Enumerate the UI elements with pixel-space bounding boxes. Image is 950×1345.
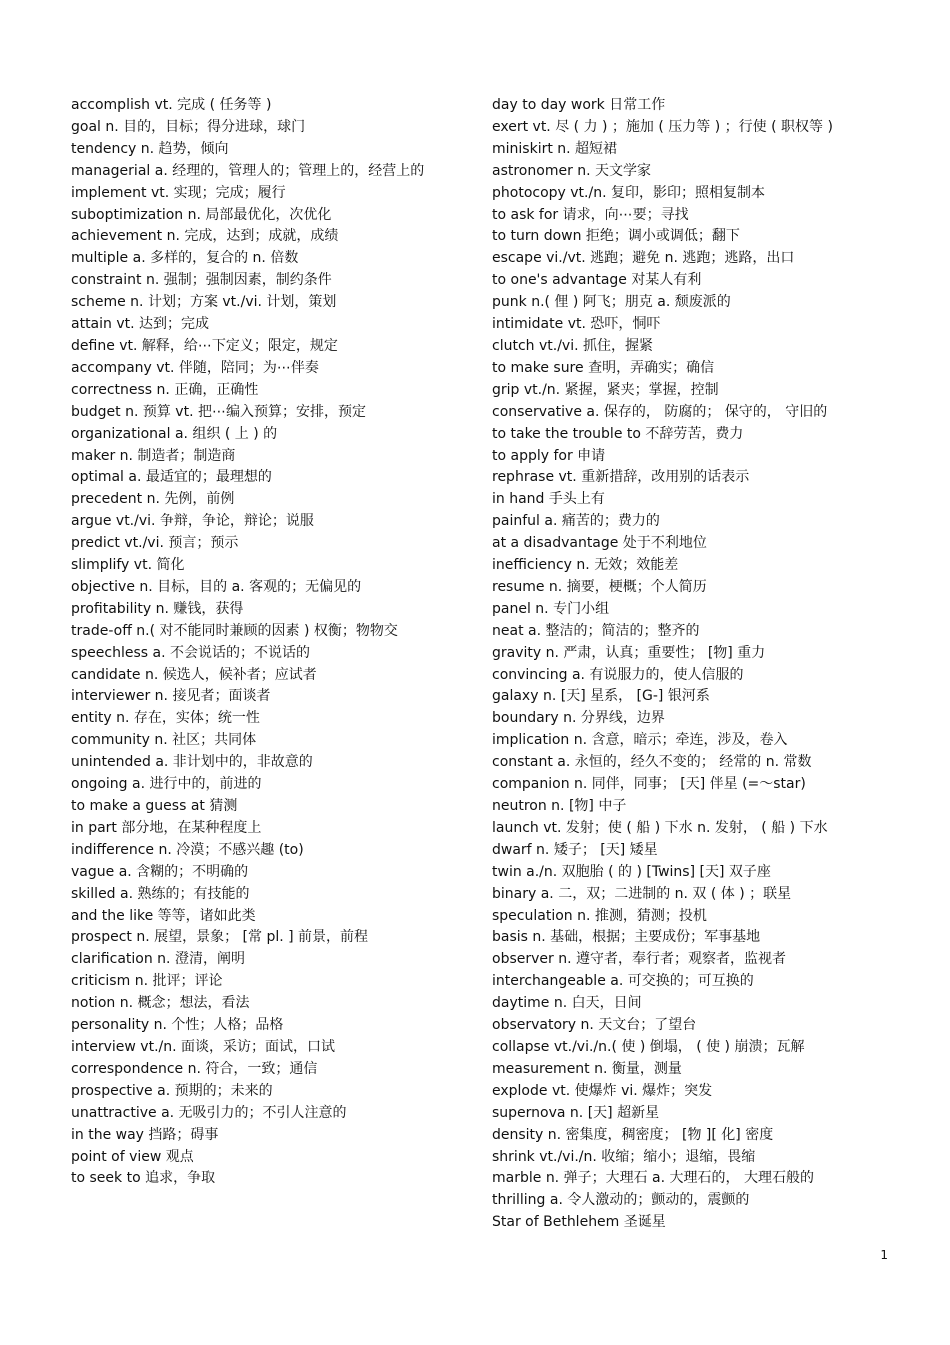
vocabulary-entry: speechless a. 不会说话的；不说话的: [71, 644, 310, 661]
vocabulary-entry: to one's advantage 对某人有利: [492, 272, 702, 289]
vocabulary-entry: budget n. 预算 vt. 把⋯编入预算；安排，预定: [71, 403, 366, 420]
vocabulary-entry: companion n. 同伴，同事； [天] 伴星 (=～star): [492, 776, 806, 793]
vocabulary-entry: grip vt./n. 紧握，紧夹；掌握，控制: [492, 381, 719, 398]
vocabulary-entry: achievement n. 完成，达到；成就，成绩: [71, 228, 339, 245]
vocabulary-entry: precedent n. 先例，前例: [71, 491, 235, 508]
vocabulary-entry: objective n. 目标，目的 a. 客观的；无偏见的: [71, 578, 362, 595]
vocabulary-entry: thrilling a. 令人激动的；颤动的，震颤的: [492, 1192, 750, 1209]
vocabulary-entry: rephrase vt. 重新措辞，改用别的话表示: [492, 469, 750, 486]
vocabulary-entry: attain vt. 达到；完成: [71, 316, 210, 333]
vocabulary-entry: argue vt./vi. 争辩，争论，辩论；说服: [71, 513, 314, 530]
vocabulary-entry: inefficiency n. 无效；效能差: [492, 557, 679, 574]
vocabulary-entry: constraint n. 强制；强制因素，制约条件: [71, 272, 332, 289]
vocabulary-entry: neutron n. [物] 中子: [492, 798, 627, 814]
vocabulary-entry: suboptimization n. 局部最优化，次优化: [71, 206, 332, 223]
vocabulary-entry: unattractive a. 无吸引力的；不引人注意的: [71, 1104, 347, 1121]
vocabulary-entry: managerial a. 经理的，管理人的；管理上的，经营上的: [71, 162, 425, 179]
vocabulary-entry: to make sure 查明，弄确实；确信: [492, 359, 715, 376]
vocabulary-entry: explode vt. 使爆炸 vi. 爆炸；突发: [492, 1082, 713, 1099]
vocabulary-entry: optimal a. 最适宜的；最理想的: [71, 469, 272, 486]
vocabulary-entry: collapse vt./vi./n.( 使 ) 倒塌， ( 使 ) 崩溃；瓦解: [492, 1038, 805, 1055]
vocabulary-entry: constant a. 永恒的，经久不变的； 经常的 n. 常数: [492, 754, 812, 771]
vocabulary-entry: organizational a. 组织 ( 上 ) 的: [71, 425, 278, 442]
vocabulary-entry: prospect n. 展望，景象； [常 pl. ] 前景，前程: [71, 929, 369, 946]
vocabulary-entry: measurement n. 衡量，测量: [492, 1060, 682, 1077]
vocabulary-entry: define vt. 解释，给⋯下定义；限定，规定: [71, 337, 338, 354]
left-vocabulary-column: [71, 95, 466, 1190]
vocabulary-entry: maker n. 制造者；制造商: [71, 447, 236, 464]
vocabulary-entry: clarification n. 澄清，阐明: [71, 951, 245, 968]
vocabulary-entry: prospective a. 预期的；未来的: [71, 1082, 273, 1099]
vocabulary-entry: accomplish vt. 完成 ( 任务等 ): [71, 97, 272, 113]
vocabulary-entry: criticism n. 批评；评论: [71, 973, 223, 990]
vocabulary-entry: candidate n. 候选人，候补者；应试者: [71, 666, 317, 683]
vocabulary-entry: tendency n. 趋势，倾向: [71, 140, 229, 157]
vocabulary-entry: indifference n. 冷漠；不感兴趣 (to): [71, 841, 304, 858]
vocabulary-entry: to turn down 拒绝；调小或调低；翻下: [492, 228, 740, 245]
vocabulary-entry: vague a. 含糊的；不明确的: [71, 863, 249, 880]
vocabulary-entry: daytime n. 白天，日间: [492, 995, 642, 1012]
vocabulary-entry: punk n.( 俚 ) 阿飞；朋克 a. 颓废派的: [492, 294, 731, 311]
vocabulary-entry: personality n. 个性；人格；品格: [71, 1017, 284, 1034]
vocabulary-entry: painful a. 痛苦的；费力的: [492, 513, 660, 530]
vocabulary-entry: convincing a. 有说服力的，使人信服的: [492, 666, 744, 683]
vocabulary-entry: to make a guess at 猜测: [71, 798, 238, 814]
vocabulary-entry: in the way 挡路；碍事: [71, 1126, 219, 1143]
vocabulary-entry: trade-off n.( 对不能同时兼顾的因素 ) 权衡；物物交: [71, 622, 398, 639]
vocabulary-entry: goal n. 目的，目标；得分进球，球门: [71, 118, 306, 135]
vocabulary-entry: scheme n. 计划；方案 vt./vi. 计划，策划: [71, 294, 337, 311]
vocabulary-entry: panel n. 专门小组: [492, 600, 610, 617]
vocabulary-entry: launch vt. 发射；使 ( 船 ) 下水 n. 发射， ( 船 ) 下水: [492, 819, 828, 836]
vocabulary-entry: multiple a. 多样的，复合的 n. 倍数: [71, 250, 299, 267]
vocabulary-entry: in hand 手头上有: [492, 491, 605, 508]
vocabulary-entry: unintended a. 非计划中的，非故意的: [71, 754, 313, 771]
vocabulary-entry: supernova n. [天] 超新星: [492, 1104, 660, 1121]
vocabulary-entry: resume n. 摘要，梗概；个人简历: [492, 578, 707, 595]
vocabulary-entry: basis n. 基础，根据；主要成份；军事基地: [492, 929, 761, 946]
vocabulary-entry: neat a. 整洁的；简洁的；整齐的: [492, 622, 700, 639]
right-vocabulary-column: [492, 95, 892, 1234]
vocabulary-entry: density n. 密集度，稠密度； [物 ][ 化] 密度: [492, 1126, 774, 1143]
vocabulary-entry: miniskirt n. 超短裙: [492, 140, 618, 157]
vocabulary-entry: implement vt. 实现；完成；履行: [71, 184, 286, 201]
vocabulary-entry: to take the trouble to 不辞劳苦，费力: [492, 425, 744, 442]
vocabulary-entry: marble n. 弹子；大理石 a. 大理石的， 大理石般的: [492, 1170, 814, 1187]
vocabulary-entry: binary a. 二，双；二进制的 n. 双 ( 体 ) ；联星: [492, 885, 792, 902]
vocabulary-entry: to apply for 申请: [492, 447, 606, 464]
vocabulary-entry: and the like 等等，诸如此类: [71, 907, 256, 924]
vocabulary-entry: observatory n. 天文台；了望台: [492, 1017, 697, 1034]
page-number: 1: [880, 1248, 888, 1262]
vocabulary-entry: boundary n. 分界线，边界: [492, 710, 665, 727]
vocabulary-entry: point of view 观点: [71, 1148, 194, 1165]
vocabulary-entry: gravity n. 严肃，认真；重要性； [物] 重力: [492, 644, 766, 661]
vocabulary-entry: shrink vt./vi./n. 收缩；缩小；退缩，畏缩: [492, 1148, 756, 1165]
vocabulary-entry: Star of Bethlehem 圣诞星: [492, 1214, 666, 1231]
vocabulary-entry: to seek to 追求，争取: [71, 1170, 216, 1187]
vocabulary-entry: day to day work 日常工作: [492, 97, 666, 113]
vocabulary-entry: interchangeable a. 可交换的；可互换的: [492, 973, 754, 990]
vocabulary-entry: clutch vt./vi. 抓住，握紧: [492, 337, 653, 354]
vocabulary-entry: correspondence n. 符合，一致；通信: [71, 1060, 318, 1077]
vocabulary-entry: predict vt./vi. 预言；预示: [71, 535, 239, 552]
vocabulary-entry: exert vt. 尽 ( 力 ) ；施加 ( 压力等 ) ；行使 ( 职权等 ): [492, 118, 833, 135]
vocabulary-entry: in part 部分地，在某种程度上: [71, 819, 262, 836]
vocabulary-entry: correctness n. 正确，正确性: [71, 381, 259, 398]
vocabulary-entry: escape vi./vt. 逃跑；避免 n. 逃跑；逃路，出口: [492, 250, 795, 267]
vocabulary-entry: galaxy n. [天] 星系， [G-] 银河系: [492, 688, 710, 705]
vocabulary-entry: observer n. 遵守者，奉行者；观察者，监视者: [492, 951, 786, 968]
vocabulary-entry: profitability n. 赚钱，获得: [71, 600, 244, 617]
vocabulary-entry: interview vt./n. 面谈，采访；面试，口试: [71, 1038, 336, 1055]
vocabulary-entry: dwarf n. 矮子； [天] 矮星: [492, 841, 658, 858]
vocabulary-entry: speculation n. 推测，猜测；投机: [492, 907, 707, 924]
vocabulary-entry: intimidate vt. 恐吓，恫吓: [492, 316, 661, 333]
vocabulary-entry: notion n. 概念；想法，看法: [71, 995, 250, 1012]
vocabulary-entry: twin a./n. 双胞胎 ( 的 ) [Twins] [天] 双子座: [492, 863, 771, 880]
vocabulary-entry: at a disadvantage 处于不利地位: [492, 535, 707, 552]
vocabulary-entry: community n. 社区；共同体: [71, 732, 257, 749]
vocabulary-entry: to ask for 请求，向⋯要；寻找: [492, 206, 689, 223]
vocabulary-entry: photocopy vt./n. 复印，影印；照相复制本: [492, 184, 765, 201]
vocabulary-entry: interviewer n. 接见者；面谈者: [71, 688, 271, 705]
vocabulary-entry: conservative a. 保存的， 防腐的； 保守的， 守旧的: [492, 403, 828, 420]
vocabulary-entry: skilled a. 熟练的；有技能的: [71, 885, 250, 902]
vocabulary-entry: accompany vt. 伴随，陪同；为⋯伴奏: [71, 359, 319, 376]
vocabulary-entry: astronomer n. 天文学家: [492, 162, 652, 179]
vocabulary-entry: ongoing a. 进行中的，前进的: [71, 776, 262, 793]
vocabulary-entry: entity n. 存在，实体；统一性: [71, 710, 260, 727]
vocabulary-entry: implication n. 含意，暗示；牵连，涉及，卷入: [492, 732, 788, 749]
vocabulary-entry: slimplify vt. 简化: [71, 557, 185, 574]
